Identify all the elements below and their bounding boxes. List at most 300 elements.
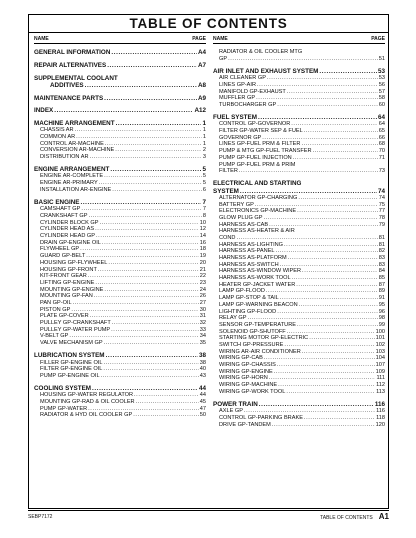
- entry-page-number: 27: [199, 299, 206, 306]
- toc-entry[interactable]: [213, 155, 385, 162]
- toc-section-entry[interactable]: [213, 401, 385, 408]
- entry-page-number: 14: [199, 233, 206, 240]
- entry-page-number: A7: [197, 61, 206, 69]
- toc-section-entry[interactable]: [34, 120, 206, 127]
- dot-leader: [269, 375, 376, 382]
- entry-page-number: 58: [378, 95, 385, 102]
- toc-section-entry[interactable]: [34, 49, 206, 56]
- entry-label: PUMP GP-WATER: [40, 405, 88, 412]
- toc-entry[interactable]: [213, 128, 385, 135]
- dot-leader: [108, 260, 198, 267]
- toc-entry[interactable]: [34, 180, 206, 187]
- dot-leader: [112, 320, 199, 327]
- toc-section-entry[interactable]: [34, 199, 206, 206]
- toc-entry[interactable]: [34, 220, 206, 227]
- toc-entry[interactable]: [34, 320, 206, 327]
- toc-entry[interactable]: [34, 333, 206, 340]
- toc-entry[interactable]: [34, 141, 206, 148]
- entry-page-number: 109: [375, 368, 385, 375]
- entry-page-number: 8: [202, 213, 206, 220]
- toc-entry[interactable]: [213, 148, 385, 155]
- toc-entry[interactable]: [213, 75, 385, 82]
- dot-leader: [115, 147, 202, 154]
- entry-label: TURBOCHARGER GP: [219, 101, 277, 108]
- dot-leader: [96, 233, 199, 240]
- dot-leader: [104, 95, 197, 102]
- toc-entry[interactable]: [34, 340, 206, 347]
- dot-leader: [98, 267, 199, 274]
- entry-page-number: 35: [199, 340, 206, 347]
- entry-page-number: 12: [199, 226, 206, 233]
- toc-entry[interactable]: [213, 349, 385, 356]
- entry-label: MOUNTING GP-RAD & OIL COOLER: [40, 399, 135, 406]
- entry-label: HARNESS AS-WORK TOOL: [219, 275, 291, 282]
- entry-label: CHASSIS AR: [40, 127, 74, 134]
- dot-leader: [89, 154, 201, 161]
- entry-page-number: 60: [378, 101, 385, 108]
- header-rule: [34, 43, 206, 44]
- entry-label: ENGINE AR-PRIMARY: [40, 180, 98, 187]
- dot-leader: [81, 206, 202, 213]
- entry-page-number: 84: [378, 268, 385, 275]
- toc-entry[interactable]: [213, 268, 385, 275]
- toc-section-entry[interactable]: [213, 68, 385, 75]
- entry-label: CONTROL AR-MACHINE: [40, 140, 104, 147]
- entry-label-line: PUMP GP-FUEL PRM & PRIM: [219, 161, 296, 168]
- dot-leader: [104, 340, 199, 347]
- dot-leader: [256, 95, 378, 102]
- toc-entry[interactable]: [34, 233, 206, 240]
- entry-page-number: 1: [202, 140, 206, 147]
- dot-leader: [106, 352, 198, 359]
- dot-leader: [236, 235, 377, 242]
- toc-entry[interactable]: [34, 213, 206, 220]
- entry-label: HARNESS AS-LIGHTING: [219, 241, 284, 248]
- dot-leader: [107, 62, 197, 69]
- toc-entry[interactable]: [213, 208, 385, 215]
- entry-label: CAMSHAFT GP: [40, 206, 81, 213]
- entry-label: RELAY GP: [219, 315, 247, 322]
- toc-entry[interactable]: [34, 313, 206, 320]
- toc-entry[interactable]: [213, 95, 385, 102]
- entry-label: V-BELT GP: [40, 333, 69, 340]
- toc-entry[interactable]: [213, 342, 385, 349]
- toc-section-entry[interactable]: [34, 62, 206, 69]
- entry-page-number: 1: [202, 120, 206, 128]
- entry-label: HOUSING GP-WATER REGULATOR: [40, 392, 134, 399]
- entry-page-number: 95: [378, 301, 385, 308]
- entry-label: DISTRIBUTION AR: [40, 154, 89, 161]
- entry-label: SENSOR GP-TEMPERATURE: [219, 321, 296, 328]
- entry-label: PAN GP-OIL: [40, 299, 72, 306]
- entry-label: INSTALLATION AR-ENGINE: [40, 186, 112, 193]
- entry-page-number: 83: [378, 261, 385, 268]
- dot-leader: [277, 309, 378, 316]
- dot-leader: [95, 280, 198, 287]
- dot-leader: [284, 342, 374, 349]
- toc-entry[interactable]: [213, 275, 385, 282]
- dot-leader: [110, 166, 201, 173]
- entry-label: BASIC ENGINE: [34, 199, 80, 207]
- entry-page-number: 64: [377, 114, 385, 122]
- toc-entry[interactable]: [34, 280, 206, 287]
- entry-page-number: 74: [378, 194, 385, 201]
- entry-page-number: 66: [378, 134, 385, 141]
- toc-entry[interactable]: [34, 246, 206, 253]
- entry-label: FLYWHEEL GP: [40, 246, 80, 253]
- entry-label: MUFFLER GP: [219, 95, 256, 102]
- entry-label: WIRING GP-CHASSIS: [219, 362, 276, 369]
- entry-page-number: 50: [199, 412, 206, 419]
- dot-leader: [54, 107, 193, 114]
- toc-entry[interactable]: [213, 295, 385, 302]
- toc-entry[interactable]: [213, 222, 385, 229]
- toc-entry[interactable]: [34, 293, 206, 300]
- document-code: SEBP7172: [28, 514, 53, 520]
- entry-page-number: 44: [199, 392, 206, 399]
- entry-page-number: 33: [199, 326, 206, 333]
- toc-entry[interactable]: [34, 399, 206, 406]
- dot-leader: [299, 302, 378, 309]
- entry-label: POWER TRAIN: [213, 401, 258, 409]
- entry-page-number: 5: [202, 166, 206, 174]
- toc-entry[interactable]: [213, 322, 385, 329]
- toc-column-right: [213, 35, 385, 428]
- toc-frame: [28, 14, 389, 509]
- toc-entry[interactable]: [213, 262, 385, 269]
- entry-label: COMMON AR: [40, 133, 76, 140]
- toc-entry[interactable]: [213, 102, 385, 109]
- entry-page-number: 91: [378, 295, 385, 302]
- dot-leader: [73, 300, 199, 307]
- toc-entry[interactable]: [213, 315, 385, 322]
- dot-leader: [259, 401, 374, 408]
- dot-leader: [85, 82, 197, 89]
- toc-entry[interactable]: [34, 240, 206, 247]
- toc-entry[interactable]: [34, 174, 206, 181]
- dot-leader: [75, 127, 202, 134]
- entry-page-number: 82: [378, 248, 385, 255]
- toc-section-entry[interactable]: [34, 107, 206, 114]
- toc-entry[interactable]: [213, 202, 385, 209]
- entry-label: HARNESS AS-SWITCH: [219, 261, 279, 268]
- entry-label: SYSTEM: [213, 187, 239, 195]
- entry-label: LIFTING GP-ENGINE: [40, 279, 95, 286]
- toc-entry[interactable]: [213, 82, 385, 89]
- dot-leader: [267, 75, 378, 82]
- entry-label: PULLEY GP-CRANKSHAFT: [40, 320, 111, 327]
- entry-label: HOUSING GP-FLYWHEEL: [40, 259, 108, 266]
- entry-label: HEATER GP-JACKET WATER: [219, 281, 296, 288]
- entry-label: PUMP & MTG GP-FUEL TRANSFER: [219, 148, 312, 155]
- column-header: [213, 35, 385, 43]
- entry-label: PUMP GP-ENGINE OIL: [40, 372, 100, 379]
- dot-leader: [239, 168, 378, 175]
- dot-leader: [264, 355, 375, 362]
- entry-label: MANIFOLD GP-EXHAUST: [219, 88, 286, 95]
- dot-leader: [71, 307, 198, 314]
- toc-entry[interactable]: [34, 360, 206, 367]
- entry-page-number: 5: [202, 180, 206, 187]
- entry-page-number: 10: [199, 219, 206, 226]
- toc-entry[interactable]: [213, 135, 385, 142]
- dot-leader: [262, 135, 377, 142]
- dot-leader: [313, 148, 378, 155]
- entry-page-number: 31: [199, 313, 206, 320]
- dot-leader: [102, 240, 199, 247]
- entry-label: STARTING MOTOR GP-ELECTRIC: [219, 335, 309, 342]
- entry-page-number: 43: [199, 372, 206, 379]
- dot-leader: [134, 392, 199, 399]
- dot-leader: [80, 246, 199, 253]
- entry-label: PISTON GP: [40, 306, 71, 313]
- entry-page-number: 5: [202, 173, 206, 180]
- toc-entry[interactable]: [34, 406, 206, 413]
- entry-page-number: 112: [376, 382, 385, 389]
- entry-label: WIRING GP-HORN: [219, 375, 268, 382]
- dot-leader: [76, 134, 202, 141]
- entry-page-number: 104: [375, 355, 385, 362]
- toc-entry[interactable]: [34, 373, 206, 380]
- dot-leader: [287, 329, 375, 336]
- toc-entry[interactable]: [213, 56, 385, 63]
- entry-page-number: 7: [202, 199, 206, 207]
- toc-entry[interactable]: [34, 253, 206, 260]
- toc-entry[interactable]: [34, 260, 206, 267]
- toc-section-entry[interactable]: [34, 352, 206, 359]
- entry-label: WIRING GP-ENGINE: [219, 368, 273, 375]
- toc-entry[interactable]: [213, 369, 385, 376]
- toc-list-left: [34, 49, 206, 419]
- entry-page-number: 45: [199, 399, 206, 406]
- toc-entry[interactable]: [213, 235, 385, 242]
- toc-entry[interactable]: [34, 226, 206, 233]
- entry-page-number: 16: [199, 239, 206, 246]
- entry-page-number: 116: [376, 408, 385, 415]
- dot-leader: [277, 102, 378, 109]
- toc-entry[interactable]: [213, 382, 385, 389]
- entry-page-number: 53: [378, 75, 385, 82]
- dot-leader: [111, 49, 197, 56]
- toc-entry[interactable]: [213, 195, 385, 202]
- dot-leader: [291, 121, 377, 128]
- toc-entry[interactable]: [213, 335, 385, 342]
- entry-label: FILTER GP-WATER SEP & FUEL: [219, 128, 303, 135]
- dot-leader: [247, 315, 377, 322]
- toc-entry[interactable]: [34, 287, 206, 294]
- entry-label: ENGINE AR-COMPLETE: [40, 173, 104, 180]
- toc-entry[interactable]: [34, 327, 206, 334]
- name-header: NAME: [34, 36, 49, 42]
- dot-leader: [94, 293, 199, 300]
- toc-section-entry[interactable]: [34, 166, 206, 173]
- toc-entry[interactable]: [34, 154, 206, 161]
- entry-page-number: 44: [198, 385, 206, 393]
- section-heading-line: ELECTRICAL AND STARTING: [213, 180, 302, 188]
- entry-label: LIGHTING GP-FLOOD: [219, 308, 277, 315]
- entry-label: WIRING GP-CAB: [219, 355, 263, 362]
- entry-page-number: 53: [377, 67, 385, 75]
- entry-page-number: 47: [199, 405, 206, 412]
- toc-entry[interactable]: [34, 147, 206, 154]
- toc-entry[interactable]: [213, 389, 385, 396]
- page-footer: [320, 512, 389, 521]
- entry-page-number: 74: [377, 187, 385, 195]
- toc-entry[interactable]: [213, 375, 385, 382]
- entry-label: BATTERY GP: [219, 201, 254, 208]
- entry-label: PULLEY GP-WATER PUMP: [40, 326, 111, 333]
- toc-entry[interactable]: [213, 121, 385, 128]
- dot-leader: [277, 362, 375, 369]
- entry-page-number: 100: [375, 328, 385, 335]
- dot-leader: [111, 327, 199, 334]
- entry-label: HARNESS AS-CAB: [219, 221, 269, 228]
- entry-page-number: 71: [378, 154, 385, 161]
- dot-leader: [288, 255, 378, 262]
- entry-label: INDEX: [34, 107, 54, 115]
- entry-page-number: 38: [198, 352, 206, 360]
- toc-entry[interactable]: [34, 187, 206, 194]
- entry-page-number: 81: [378, 241, 385, 248]
- dot-leader: [88, 213, 201, 220]
- toc-entry[interactable]: [34, 392, 206, 399]
- entry-page-number: 79: [378, 221, 385, 228]
- toc-entry[interactable]: [213, 415, 385, 422]
- toc-entry[interactable]: [34, 307, 206, 314]
- toc-entry[interactable]: [34, 412, 206, 419]
- toc-entry[interactable]: [213, 141, 385, 148]
- entry-label: HARNESS AS-PLATFORM: [219, 255, 287, 262]
- entry-page-number: 40: [199, 366, 206, 373]
- section-heading-line: SUPPLEMENTAL COOLANT: [34, 74, 118, 82]
- entry-page-number: 73: [378, 168, 385, 175]
- toc-entry[interactable]: [213, 89, 385, 96]
- entry-label: DRAIN GP-ENGINE OIL: [40, 239, 101, 246]
- entry-label: GENERAL INFORMATION: [34, 48, 111, 56]
- dot-leader: [266, 288, 378, 295]
- entry-page-number: 19: [199, 253, 206, 260]
- entry-page-number: 87: [378, 281, 385, 288]
- toc-entry[interactable]: [213, 282, 385, 289]
- entry-label: HARNESS AS-PANEL: [219, 248, 275, 255]
- entry-page-number: 116: [374, 401, 385, 409]
- toc-entry[interactable]: [213, 248, 385, 255]
- entry-page-number: 118: [376, 414, 385, 421]
- dot-leader: [88, 273, 199, 280]
- entry-label: MACHINE ARRANGEMENT: [34, 120, 115, 128]
- dot-leader: [257, 82, 378, 89]
- name-header: NAME: [213, 36, 228, 42]
- toc-entry[interactable]: [213, 302, 385, 309]
- toc-entry[interactable]: [213, 255, 385, 262]
- entry-page-number: 111: [376, 375, 385, 382]
- entry-page-number: 2: [202, 147, 206, 154]
- entry-label: FUEL SYSTEM: [213, 114, 257, 122]
- dot-leader: [116, 120, 202, 127]
- toc-entry[interactable]: [213, 288, 385, 295]
- entry-page-number: 77: [378, 208, 385, 215]
- toc-entry[interactable]: [34, 127, 206, 134]
- toc-entry[interactable]: [213, 242, 385, 249]
- entry-label: CONTROL GP-PARKING BRAKE: [219, 414, 303, 421]
- toc-entry[interactable]: [213, 329, 385, 336]
- dot-leader: [302, 268, 378, 275]
- toc-entry[interactable]: [213, 168, 385, 175]
- entry-label: AXLE GP: [219, 408, 243, 415]
- toc-entry[interactable]: [213, 309, 385, 316]
- toc-section-entry[interactable]: [34, 82, 206, 89]
- dot-leader: [276, 248, 378, 255]
- dot-leader: [297, 208, 378, 215]
- dot-leader: [86, 253, 198, 260]
- entry-page-number: 99: [378, 321, 385, 328]
- entry-page-number: 7: [202, 206, 206, 213]
- dot-leader: [228, 56, 378, 63]
- dot-leader: [104, 173, 202, 180]
- entry-page-number: 1: [202, 133, 206, 140]
- toc-entry[interactable]: [213, 355, 385, 362]
- footer-section: TABLE OF CONTENTS: [320, 515, 373, 521]
- entry-label: AIR CLEANER GP: [219, 75, 266, 82]
- dot-leader: [105, 141, 202, 148]
- entry-page-number: 22: [199, 273, 206, 280]
- toc-entry[interactable]: [213, 422, 385, 429]
- entry-page-number: 18: [199, 246, 206, 253]
- entry-page-number: 85: [378, 275, 385, 282]
- toc-entry[interactable]: [34, 300, 206, 307]
- toc-section-entry[interactable]: [213, 114, 385, 121]
- dot-leader: [88, 406, 199, 413]
- entry-label: CYLINDER BLOCK GP: [40, 219, 99, 226]
- entry-label-line: RADIATOR & OIL COOLER MTG: [219, 49, 303, 55]
- column-header: [34, 35, 206, 43]
- toc-entry[interactable]: [34, 273, 206, 280]
- entry-label: SOLENOID GP-SHUTOFF: [219, 328, 286, 335]
- toc-section-entry[interactable]: [34, 95, 206, 102]
- toc-entry[interactable]: [34, 366, 206, 373]
- toc-section-entry[interactable]: [34, 385, 206, 392]
- dot-leader: [258, 114, 377, 121]
- entry-page-number: 51: [378, 55, 385, 62]
- toc-entry[interactable]: [34, 206, 206, 213]
- entry-label: GUARD GP-BELT: [40, 253, 86, 260]
- dot-leader: [136, 399, 199, 406]
- entry-page-number: 96: [378, 308, 385, 315]
- entry-label: CYLINDER HEAD GP: [40, 233, 96, 240]
- entry-page-number: 1: [202, 127, 206, 134]
- dot-leader: [92, 385, 198, 392]
- footer-rule: [28, 510, 389, 511]
- dot-leader: [95, 226, 199, 233]
- entry-page-number: 98: [378, 315, 385, 322]
- entry-label: PLATE GP-COVER: [40, 313, 89, 320]
- toc-entry[interactable]: [213, 215, 385, 222]
- toc-section-entry[interactable]: [213, 188, 385, 195]
- toc-entry[interactable]: [34, 134, 206, 141]
- toc-entry[interactable]: [213, 408, 385, 415]
- dot-leader: [240, 188, 377, 195]
- entry-page-number: 81: [378, 234, 385, 241]
- entry-label: LAMP GP-FLOOD: [219, 288, 265, 295]
- toc-entry[interactable]: [213, 362, 385, 369]
- dot-leader: [99, 220, 198, 227]
- dot-leader: [69, 333, 198, 340]
- toc-entry[interactable]: [34, 267, 206, 274]
- entry-label: LAMP GP-WARNING BEACON: [219, 301, 298, 308]
- dot-leader: [302, 349, 375, 356]
- page-header: PAGE: [192, 36, 206, 42]
- dot-leader: [309, 335, 374, 342]
